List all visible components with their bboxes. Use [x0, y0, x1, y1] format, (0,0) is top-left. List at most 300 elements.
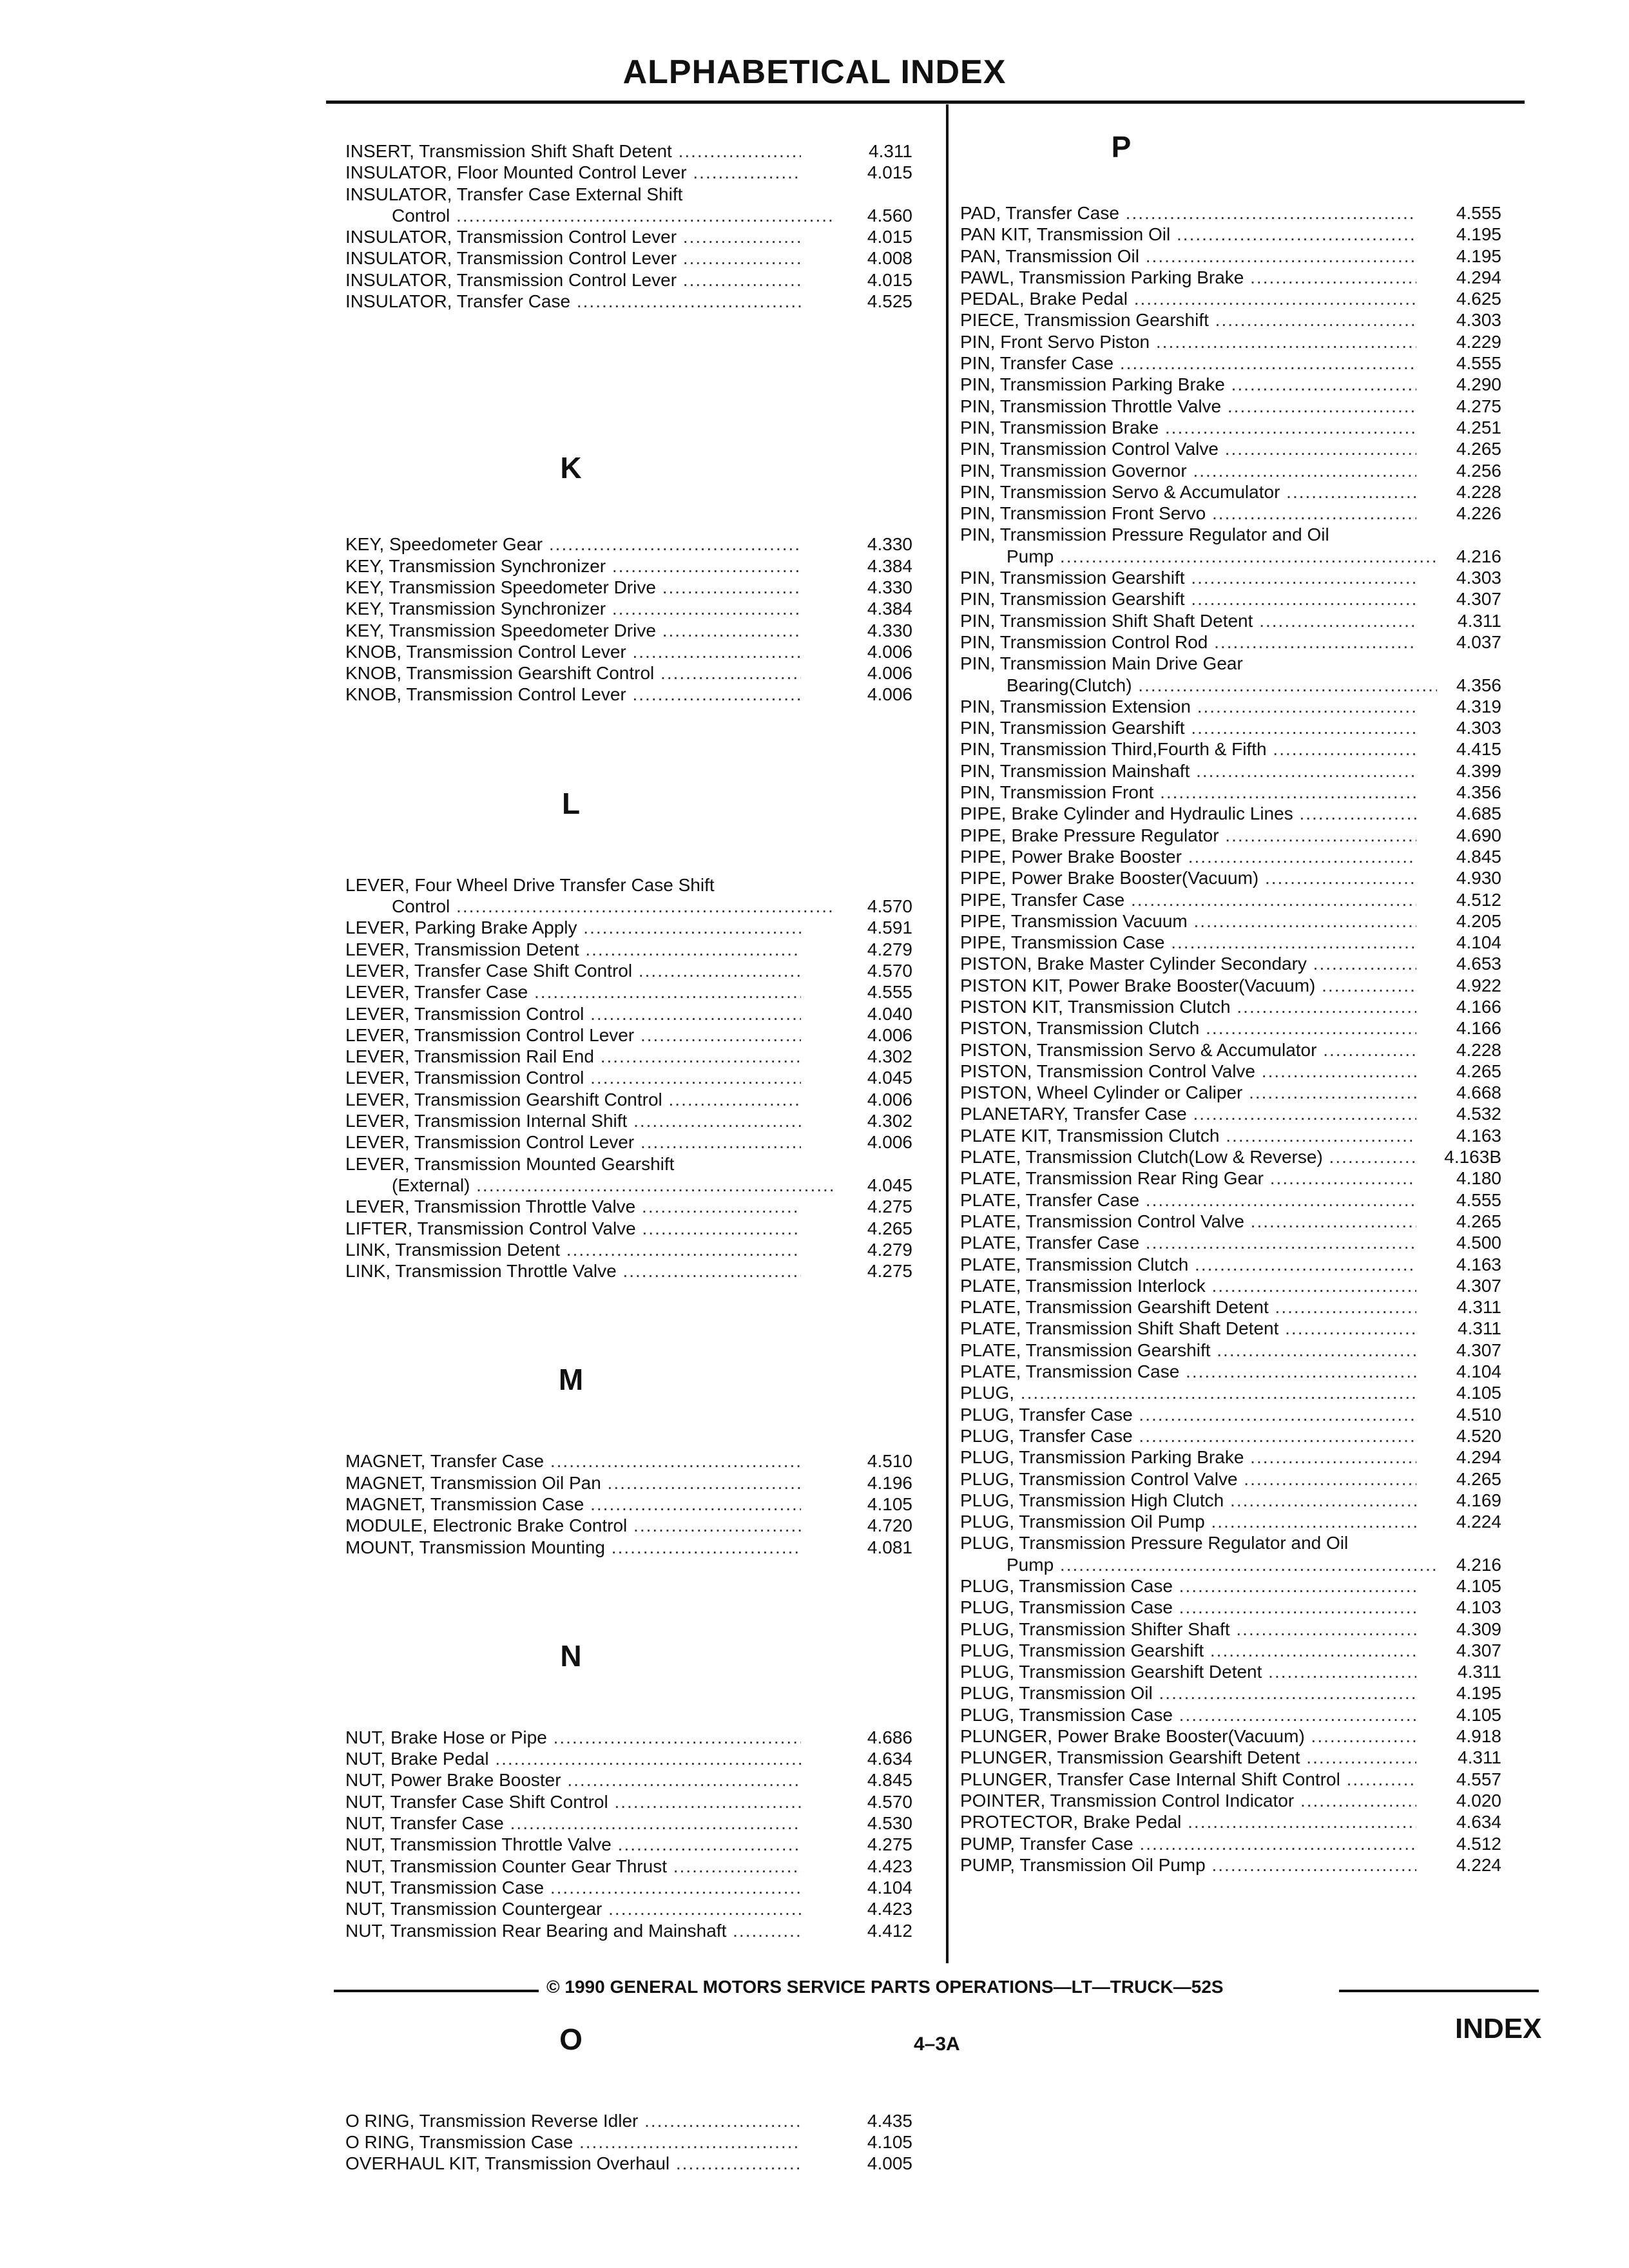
entry-name: OVERHAUL KIT, Transmission Overhaul .....: [345, 2153, 801, 2173]
entry-page-number: 4.668: [1437, 1082, 1501, 1103]
entry-page-number: 4.500: [1437, 1232, 1501, 1253]
index-section: [345, 1450, 929, 1557]
entry-name: KEY, Transmission Synchronizer .....: [345, 556, 801, 576]
index-entry: [960, 910, 1514, 932]
entry-page-number: 4.006: [835, 1089, 912, 1110]
entry-name: NUT, Transmission Countergear .....: [345, 1899, 801, 1919]
entry-name: KEY, Speedometer Gear .....: [345, 534, 801, 554]
entry-page-number: 4.356: [1437, 782, 1501, 803]
entry-name: Pump .....: [1007, 546, 1463, 566]
entry-name: PLUG, Transmission Control Valve .....: [960, 1469, 1416, 1489]
entry-page-number: 4.303: [1437, 567, 1501, 588]
index-entry: [345, 2110, 929, 2131]
entry-page-number: 4.930: [1437, 867, 1501, 889]
entry-page-number: 4.690: [1437, 825, 1501, 846]
section-letter: L: [561, 786, 581, 820]
entry-name: PLUG, Transmission Parking Brake .....: [960, 1447, 1416, 1467]
entry-page-number: 4.104: [835, 1877, 912, 1898]
section-spacer: [345, 824, 929, 874]
footer-section-label: INDEX: [1455, 2013, 1542, 2044]
index-entry: [960, 1833, 1514, 1854]
entry-page-number: 4.279: [835, 1239, 912, 1260]
index-entry: [960, 352, 1514, 374]
index-entry: [960, 1168, 1514, 1189]
section-spacer: [345, 312, 929, 447]
entry-page-number: 4.356: [1437, 675, 1501, 696]
entry-page-number: 4.415: [1437, 738, 1501, 760]
entry-page-number: 4.275: [835, 1834, 912, 1855]
section-spacer: [345, 706, 929, 783]
index-entry: [345, 1537, 929, 1558]
entry-name: PISTON, Transmission Control Valve .....: [960, 1061, 1416, 1081]
entry-page-number: 4.294: [1437, 1446, 1501, 1468]
index-entry: [345, 184, 929, 227]
index-entry: [960, 1468, 1514, 1490]
index-entry: [960, 288, 1514, 309]
entry-name: LEVER, Transmission Detent .....: [345, 939, 801, 959]
index-entry: [345, 1110, 929, 1131]
entry-name: NUT, Brake Pedal .....: [345, 1749, 801, 1769]
index-entry: [960, 782, 1514, 803]
index-entry: [960, 631, 1514, 653]
entry-name: PAN, Transmission Oil .....: [960, 246, 1416, 266]
index-entry: [960, 1232, 1514, 1253]
entry-page-number: 4.311: [1437, 1296, 1501, 1318]
entry-page-number: 4.015: [835, 226, 912, 247]
entry-page-number: 4.251: [1437, 417, 1501, 438]
entry-page-number: 4.006: [835, 1131, 912, 1153]
index-entry: [345, 684, 929, 705]
entry-page-number: 4.845: [1437, 846, 1501, 867]
entry-name: PLUG, Transmission Oil Pump .....: [960, 1512, 1416, 1532]
index-entry: [960, 1747, 1514, 1768]
entry-name: PIN, Transmission Gearshift .....: [960, 589, 1416, 609]
entry-page-number: 4.532: [1437, 1103, 1501, 1124]
entry-name: Pump .....: [1007, 1555, 1463, 1575]
index-entry: [345, 981, 929, 1003]
entry-name: PISTON KIT, Transmission Clutch .....: [960, 997, 1416, 1017]
section-letter: K: [560, 451, 582, 485]
entry-name: NUT, Transmission Counter Gear Thrust .....: [345, 1856, 801, 1876]
index-entry: [960, 889, 1514, 910]
index-entry: [960, 975, 1514, 996]
entry-name: PLATE, Transmission Case .....: [960, 1361, 1416, 1381]
entry-name: PIN, Transmission Parking Brake .....: [960, 374, 1416, 394]
entry-name: PAN KIT, Transmission Oil .....: [960, 224, 1416, 244]
entry-page-number: 4.163B: [1437, 1146, 1501, 1168]
entry-page-number: 4.570: [835, 960, 912, 981]
entry-name: PUMP, Transfer Case .....: [960, 1834, 1416, 1854]
entry-name: LEVER, Transmission Control .....: [345, 1068, 801, 1088]
entry-name: PLATE, Transmission Gearshift .....: [960, 1340, 1416, 1360]
entry-page-number: 4.309: [1437, 1619, 1501, 1640]
entry-name: KEY, Transmission Speedometer Drive .....: [345, 577, 801, 597]
entry-name: PIN, Transmission Throttle Valve .....: [960, 396, 1416, 416]
entry-page-number: 4.105: [835, 1494, 912, 1515]
entry-name: PLATE, Transmission Interlock .....: [960, 1276, 1416, 1296]
entry-name: INSULATOR, Transfer Case External Shift: [345, 184, 683, 204]
entry-page-number: 4.180: [1437, 1168, 1501, 1189]
entry-page-number: 4.307: [1437, 588, 1501, 610]
entry-name: Control .....: [392, 896, 847, 916]
index-entry: [345, 917, 929, 938]
entry-name: KNOB, Transmission Control Lever .....: [345, 684, 801, 704]
entry-name: PIN, Transfer Case .....: [960, 353, 1416, 373]
entry-page-number: 4.045: [835, 1175, 912, 1196]
index-entry: [345, 269, 929, 291]
index-entry: [960, 1704, 1514, 1725]
index-entry: [960, 1296, 1514, 1318]
entry-name: PLATE, Transfer Case .....: [960, 1190, 1416, 1210]
index-entry: [960, 932, 1514, 953]
index-entry: [345, 1153, 929, 1196]
entry-name: LINK, Transmission Detent .....: [345, 1240, 801, 1260]
index-entry: [345, 1450, 929, 1472]
index-entry: [960, 1082, 1514, 1103]
entry-page-number: 4.163: [1437, 1254, 1501, 1275]
entry-page-number: 4.216: [1437, 1554, 1501, 1575]
section-letter: P: [1111, 130, 1132, 164]
entry-page-number: 4.290: [1437, 374, 1501, 395]
index-entry: [960, 588, 1514, 610]
entry-name: PIPE, Power Brake Booster .....: [960, 847, 1416, 867]
entry-page-number: 4.423: [835, 1856, 912, 1877]
entry-name: PISTON, Transmission Clutch .....: [960, 1018, 1416, 1038]
section-letter: M: [558, 1363, 584, 1397]
index-entry: [345, 1748, 929, 1769]
entry-name: PIN, Transmission Shift Shaft Detent .....: [960, 611, 1416, 631]
entry-page-number: 4.045: [835, 1067, 912, 1088]
entry-name: LEVER, Transfer Case .....: [345, 982, 801, 1002]
index-entry: [345, 1260, 929, 1282]
index-entry: [960, 1854, 1514, 1876]
entry-page-number: 4.008: [835, 247, 912, 269]
entry-name: LEVER, Four Wheel Drive Transfer Case Shift: [345, 874, 715, 895]
entry-name: NUT, Transfer Case .....: [345, 1813, 801, 1833]
entry-name: PIN, Transmission Control Valve .....: [960, 439, 1416, 459]
section-spacer: [345, 1400, 929, 1450]
entry-page-number: 4.512: [1437, 1833, 1501, 1854]
entry-name: LIFTER, Transmission Control Valve .....: [345, 1218, 801, 1238]
entry-page-number: 4.330: [835, 533, 912, 555]
entry-page-number: 4.311: [1437, 610, 1501, 631]
entry-name: LEVER, Transmission Control .....: [345, 1004, 801, 1024]
entry-name: PAWL, Transmission Parking Brake .....: [960, 267, 1416, 287]
index-entry: [345, 533, 929, 555]
page-title: ALPHABETICAL INDEX: [622, 53, 1007, 91]
section-spacer: [345, 1558, 929, 1635]
entry-name: PIPE, Transmission Case .....: [960, 932, 1416, 952]
index-entry: [345, 1769, 929, 1791]
entry-name: Control .....: [392, 206, 847, 226]
entry-page-number: 4.303: [1437, 309, 1501, 331]
index-entry: [960, 417, 1514, 438]
entry-name: PLUNGER, Transmission Gearshift Detent .....: [960, 1747, 1416, 1767]
entry-name: PIPE, Power Brake Booster(Vacuum) .....: [960, 868, 1416, 888]
index-entry: [960, 1640, 1514, 1661]
index-entry: [960, 224, 1514, 245]
entry-page-number: 4.510: [1437, 1404, 1501, 1425]
entry-page-number: 4.512: [1437, 889, 1501, 910]
index-entry: [960, 1446, 1514, 1468]
entry-name: PIN, Front Servo Piston .....: [960, 332, 1416, 352]
entry-name: PLUG, Transmission Shifter Shaft .....: [960, 1619, 1416, 1639]
entry-name: O RING, Transmission Reverse Idler .....: [345, 2111, 801, 2131]
entry-name: NUT, Transmission Case .....: [345, 1878, 801, 1898]
index-entry: [960, 1318, 1514, 1339]
entry-page-number: 4.265: [835, 1218, 912, 1239]
entry-page-number: 4.525: [835, 291, 912, 312]
index-entry: [960, 1254, 1514, 1275]
index-entry: [960, 503, 1514, 524]
entry-name: LEVER, Transmission Rail End .....: [345, 1046, 801, 1066]
entry-name: PLATE, Transmission Rear Ring Gear .....: [960, 1168, 1416, 1188]
entry-page-number: 4.015: [835, 269, 912, 291]
entry-page-number: 4.205: [1437, 910, 1501, 932]
index-entry: [960, 309, 1514, 331]
index-entry: [345, 1131, 929, 1153]
entry-page-number: 4.166: [1437, 996, 1501, 1017]
entry-page-number: 4.922: [1437, 975, 1501, 996]
entry-name: INSULATOR, Transmission Control Lever .....: [345, 248, 801, 268]
section-letter: O: [559, 2022, 583, 2056]
index-entry: [960, 1189, 1514, 1211]
index-entry: [345, 939, 929, 960]
entry-page-number: 4.275: [1437, 396, 1501, 417]
index-entry: [960, 245, 1514, 267]
entry-page-number: 4.307: [1437, 1275, 1501, 1296]
entry-name: PLUG, .....: [960, 1383, 1416, 1403]
entry-page-number: 4.195: [1437, 1682, 1501, 1704]
entry-name: MODULE, Electronic Brake Control .....: [345, 1515, 801, 1535]
entry-page-number: 4.265: [1437, 1061, 1501, 1082]
entry-page-number: 4.229: [1437, 331, 1501, 352]
entry-name: LEVER, Transmission Mounted Gearshift: [345, 1153, 675, 1174]
index-entry: [960, 953, 1514, 974]
entry-name: PIN, Transmission Gearshift .....: [960, 718, 1416, 738]
entry-name: Bearing(Clutch) .....: [1007, 675, 1463, 695]
entry-page-number: 4.557: [1437, 1769, 1501, 1790]
entry-name: PLUG, Transmission Gearshift Detent .....: [960, 1662, 1416, 1682]
entry-page-number: 4.195: [1437, 245, 1501, 267]
entry-name: PLUG, Transmission Gearshift .....: [960, 1640, 1416, 1660]
index-entry: [960, 481, 1514, 503]
entry-name: PIN, Transmission Front .....: [960, 782, 1416, 802]
index-entry: [345, 620, 929, 641]
entry-page-number: 4.256: [1437, 460, 1501, 481]
entry-name: O RING, Transmission Case .....: [345, 2132, 801, 2152]
entry-page-number: 4.226: [1437, 503, 1501, 524]
entry-page-number: 4.845: [835, 1769, 912, 1791]
entry-name: PLUG, Transmission Pressure Regulator and Oil: [960, 1533, 1349, 1553]
index-entry: [960, 1361, 1514, 1382]
entry-page-number: 4.228: [1437, 1039, 1501, 1061]
entry-page-number: 4.104: [1437, 932, 1501, 953]
entry-page-number: 4.530: [835, 1812, 912, 1834]
entry-page-number: 4.216: [1437, 546, 1501, 567]
entry-page-number: 4.634: [835, 1748, 912, 1769]
index-entry: [960, 846, 1514, 867]
entry-name: NUT, Transfer Case Shift Control .....: [345, 1792, 801, 1812]
entry-page-number: 4.311: [1437, 1747, 1501, 1768]
index-entry: [960, 1682, 1514, 1704]
index-entry: [345, 2153, 929, 2174]
entry-page-number: 4.166: [1437, 1017, 1501, 1039]
entry-name: POINTER, Transmission Control Indicator .....: [960, 1791, 1416, 1811]
index-section: [345, 140, 929, 312]
entry-name: PIN, Transmission Servo & Accumulator .....: [960, 482, 1416, 502]
entry-name: NUT, Transmission Rear Bearing and Mainshaft .....: [345, 1921, 801, 1941]
index-entry: [960, 717, 1514, 738]
entry-page-number: 4.423: [835, 1898, 912, 1919]
index-entry: [960, 1769, 1514, 1790]
title-rule: [326, 101, 1525, 104]
index-entry: [345, 291, 929, 312]
entry-name: LEVER, Transmission Throttle Valve .....: [345, 1196, 801, 1216]
index-entry: [960, 1382, 1514, 1403]
index-entry: [960, 1725, 1514, 1747]
entry-page-number: 4.560: [835, 205, 912, 226]
entry-name: PIPE, Brake Pressure Regulator .....: [960, 825, 1416, 845]
entry-page-number: 4.265: [1437, 1211, 1501, 1232]
index-entry: [345, 960, 929, 981]
entry-name: PIECE, Transmission Gearshift .....: [960, 310, 1416, 330]
entry-name: PISTON, Transmission Servo & Accumulator .....: [960, 1040, 1416, 1060]
entry-page-number: 4.103: [1437, 1597, 1501, 1618]
index-entry: [960, 696, 1514, 717]
index-entry: [345, 247, 929, 269]
entry-name: KNOB, Transmission Gearshift Control .....: [345, 663, 801, 683]
index-entry: [345, 555, 929, 577]
index-entry: [960, 438, 1514, 459]
index-entry: [345, 1834, 929, 1855]
entry-name: PROTECTOR, Brake Pedal .....: [960, 1812, 1416, 1832]
index-entry: [345, 1877, 929, 1898]
index-entry: [960, 1340, 1514, 1361]
index-entry: [345, 1046, 929, 1067]
index-entry: [960, 331, 1514, 352]
entry-page-number: 4.163: [1437, 1125, 1501, 1146]
entry-page-number: 4.275: [835, 1260, 912, 1282]
entry-page-number: 4.105: [835, 2131, 912, 2153]
entry-page-number: 4.412: [835, 1920, 912, 1941]
entry-name: KEY, Transmission Speedometer Drive .....: [345, 620, 801, 640]
column-divider: [946, 104, 949, 1963]
entry-name: PIN, Transmission Governor .....: [960, 461, 1416, 481]
index-entry: [345, 1239, 929, 1260]
index-entry: [960, 1490, 1514, 1511]
index-entry: [345, 140, 929, 162]
index-entry: [345, 1494, 929, 1515]
entry-name: PLUNGER, Power Brake Booster(Vacuum) .....: [960, 1726, 1416, 1746]
entry-name: MAGNET, Transmission Oil Pan .....: [345, 1473, 801, 1493]
index-entry: [960, 524, 1514, 567]
index-entry: [345, 1791, 929, 1812]
entry-name: PLATE, Transfer Case .....: [960, 1233, 1416, 1253]
entry-name: PLATE KIT, Transmission Clutch .....: [960, 1126, 1416, 1146]
index-entry: [345, 1856, 929, 1877]
entry-name: PLUG, Transfer Case .....: [960, 1405, 1416, 1425]
entry-page-number: 4.195: [1437, 224, 1501, 245]
entry-name: PIPE, Brake Cylinder and Hydraulic Lines .....: [960, 803, 1416, 823]
entry-name: PLANETARY, Transfer Case .....: [960, 1104, 1416, 1124]
index-entry: [960, 803, 1514, 824]
entry-name: PLATE, Transmission Gearshift Detent .....: [960, 1297, 1416, 1317]
index-entry: [345, 1067, 929, 1088]
entry-page-number: 4.040: [835, 1003, 912, 1024]
entry-page-number: 4.570: [835, 896, 912, 917]
entry-page-number: 4.265: [1437, 438, 1501, 459]
index-entry: [345, 1515, 929, 1536]
index-entry: [960, 1532, 1514, 1575]
entry-name: KEY, Transmission Synchronizer .....: [345, 599, 801, 619]
entry-page-number: 4.105: [1437, 1382, 1501, 1403]
entry-page-number: 4.265: [1437, 1468, 1501, 1490]
left-column: [345, 140, 929, 2175]
entry-name: PEDAL, Brake Pedal .....: [960, 289, 1416, 309]
entry-name: PIPE, Transmission Vacuum .....: [960, 911, 1416, 931]
entry-name: PAD, Transfer Case .....: [960, 203, 1416, 223]
index-section: [345, 533, 929, 705]
entry-name: PLUG, Transmission Case .....: [960, 1597, 1416, 1617]
index-entry: [960, 396, 1514, 417]
entry-page-number: 4.224: [1437, 1854, 1501, 1876]
entry-name: PLUG, Transmission Case .....: [960, 1705, 1416, 1725]
index-entry: [960, 760, 1514, 782]
entry-name: PLATE, Transmission Clutch .....: [960, 1254, 1416, 1274]
entry-page-number: 4.311: [835, 140, 912, 162]
entry-name: PISTON, Brake Master Cylinder Secondary .....: [960, 954, 1416, 974]
entry-name: PIN, Transmission Third,Fourth & Fifth .....: [960, 739, 1416, 759]
entry-page-number: 4.720: [835, 1515, 912, 1536]
entry-page-number: 4.303: [1437, 717, 1501, 738]
entry-page-number: 4.020: [1437, 1790, 1501, 1811]
index-section: [345, 1727, 929, 1941]
entry-name: PLATE, Transmission Clutch(Low & Reverse) .....: [960, 1147, 1416, 1167]
entry-page-number: 4.006: [835, 641, 912, 662]
index-entry: [960, 996, 1514, 1017]
index-entry: [960, 1511, 1514, 1532]
footer-page-number: 4–3A: [914, 2033, 960, 2055]
entry-page-number: 4.169: [1437, 1490, 1501, 1511]
entry-page-number: 4.302: [835, 1110, 912, 1131]
entry-page-number: 4.399: [1437, 760, 1501, 782]
entry-name: PIN, Transmission Front Servo .....: [960, 503, 1416, 523]
entry-page-number: 4.006: [835, 1024, 912, 1046]
index-entry: [960, 267, 1514, 288]
entry-name: PIN, Transmission Pressure Regulator and Oil: [960, 524, 1329, 545]
entry-page-number: 4.307: [1437, 1640, 1501, 1661]
entry-page-number: 4.279: [835, 939, 912, 960]
entry-name: NUT, Brake Hose or Pipe .....: [345, 1727, 801, 1747]
entry-name: LEVER, Transfer Case Shift Control .....: [345, 961, 801, 981]
entry-page-number: 4.570: [835, 1791, 912, 1812]
entry-page-number: 4.384: [835, 555, 912, 577]
index-entry: [345, 1920, 929, 1941]
entry-name: PIN, Transmission Extension .....: [960, 697, 1416, 716]
entry-name: PIN, Transmission Main Drive Gear: [960, 653, 1243, 674]
footer-copyright: © 1990 GENERAL MOTORS SERVICE PARTS OPERATIONS—LT—TRUCK—52S: [546, 1977, 1224, 1997]
entry-page-number: 4.520: [1437, 1425, 1501, 1446]
entry-name: PIPE, Transfer Case .....: [960, 890, 1416, 910]
index-section: [345, 2110, 929, 2175]
entry-page-number: 4.294: [1437, 267, 1501, 288]
index-entry: [345, 1898, 929, 1919]
index-entry: [960, 1125, 1514, 1146]
index-entry: [345, 662, 929, 684]
entry-page-number: 4.634: [1437, 1811, 1501, 1832]
entry-name: MAGNET, Transmission Case .....: [345, 1494, 801, 1514]
